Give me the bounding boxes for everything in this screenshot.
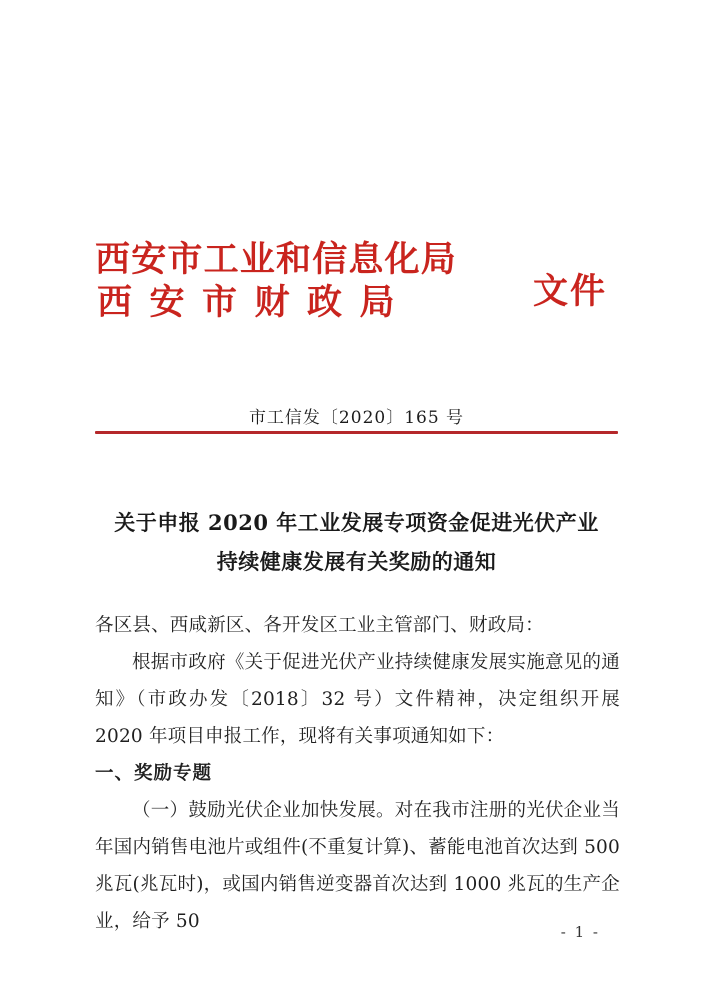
body-paragraph-salutation: 各区县、西咸新区、各开发区工业主管部门、财政局： [95,615,544,636]
issuing-agency-line-1: 西安市工业和信息化局 [95,239,458,280]
document-masthead [0,238,707,333]
body-section-heading-one: 一、奖励专题 [95,763,213,784]
document-type-label: 文件 [533,271,608,312]
issuing-agencies [95,238,515,324]
body-paragraph-item-one: （一）鼓励光伏企业加快发展。对在我市注册的光伏企业当年国内销售电池片或组件(不重复计算)、蓄能电池首次达到 500 兆瓦(兆瓦时)，或国内销售逆变器首次达到 1000 兆瓦的生产企业，给予 50 [95,800,620,932]
document-number: 市工信发〔2020〕165 号 [248,408,465,428]
page-footer [95,922,618,941]
page-title [95,503,618,581]
body-paragraph-basis: 根据市政府《关于促进光伏产业持续健康发展实施意见的通知》（市政办发〔2018〕32 号）文件精神，决定组织开展 2020 年项目申报工作，现将有关事项通知如下： [95,652,620,747]
page-title-line-1: 关于申报 2020 年工业发展专项资金促进光伏产业 [114,510,599,535]
issuing-agency-line-2: 西安市财政局 [97,282,413,323]
red-divider-rule [95,431,618,434]
page-title-line-2: 持续健康发展有关奖励的通知 [216,549,497,574]
document-body [95,607,620,940]
page-number: - 1 - [560,923,600,941]
